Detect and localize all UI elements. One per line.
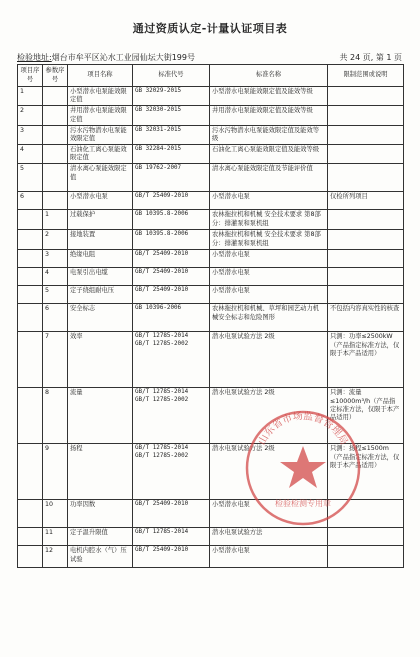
cell-param-no: 11 <box>43 528 68 546</box>
cell-item-no: 3 <box>18 125 43 144</box>
cell-standard-name: 潜水电泵试验方法 2级 <box>210 444 328 500</box>
cell-item-no: 2 <box>18 106 43 125</box>
cell-item-name: 电泵引出电缆 <box>68 268 133 286</box>
table-row <box>18 164 404 192</box>
cell-limits <box>328 145 404 164</box>
header-item-no: 项目序号 <box>18 65 43 87</box>
cell-standard-code: GB/T 12785-2014 <box>133 528 210 546</box>
cell-item-name: 流量 <box>68 388 133 444</box>
cell-item-no: 5 <box>18 164 43 192</box>
cell-standard-code: GB/T 25409-2010 <box>133 250 210 268</box>
cell-standard-code: GB 32030-2015 <box>133 106 210 125</box>
cell-limits: 只测：扬程≤1500m（产品指定标准方法，仅限于本产品适用） <box>328 444 404 500</box>
cell-limits <box>328 546 404 568</box>
cell-standard-code: GB 32029-2015 <box>133 87 210 106</box>
cell-param-no <box>43 145 68 164</box>
cell-standard-name: 小型潜水电泵 <box>210 192 328 210</box>
table-row <box>18 546 404 568</box>
cell-standard-code: GB/T 25409-2010 <box>133 546 210 568</box>
cell-limits: 不包括内容真实性的核查 <box>328 304 404 332</box>
cell-limits: 仅检所列项目 <box>328 192 404 210</box>
cell-limits <box>328 87 404 106</box>
cell-param-no: 7 <box>43 332 68 388</box>
address-line <box>17 52 195 63</box>
cell-item-no <box>18 388 43 444</box>
cell-param-no: 1 <box>43 210 68 230</box>
cell-param-no <box>43 87 68 106</box>
cell-item-name: 污水污物潜水电泵能效限定值 <box>68 125 133 144</box>
cell-limits <box>328 268 404 286</box>
cell-limits: 只测：功率≤2500kW（产品指定标准方法，仅限于本产品适用） <box>328 332 404 388</box>
cell-item-name: 小型潜水电泵能效限定值 <box>68 87 133 106</box>
address-value: 烟台市牟平区沁水工业园仙坛大街199号 <box>51 53 195 62</box>
cell-standard-code: GB/T 25409-2010 <box>133 268 210 286</box>
table-row <box>18 268 404 286</box>
cell-item-no <box>18 332 43 388</box>
cell-standard-name: 石油化工离心泵能效限定值及能效等级 <box>210 145 328 164</box>
cell-standard-name: 潜水电泵试验方法 <box>210 528 328 546</box>
cell-param-no: 9 <box>43 444 68 500</box>
cell-standard-name: 清水离心泵能效限定值及节能评价值 <box>210 164 328 192</box>
cell-param-no: 5 <box>43 286 68 304</box>
cell-param-no: 3 <box>43 250 68 268</box>
cell-item-no: 6 <box>18 192 43 210</box>
cell-param-no: 2 <box>43 230 68 250</box>
cell-standard-name: 小型潜水电泵能效限定值及能效等级 <box>210 87 328 106</box>
header-param-no: 参数序号 <box>43 65 68 87</box>
cell-limits <box>328 286 404 304</box>
cell-item-name: 石油化工离心泵能效限定值 <box>68 145 133 164</box>
cell-item-no <box>18 304 43 332</box>
cell-item-no <box>18 286 43 304</box>
cell-standard-name: 小型潜水电泵 <box>210 500 328 528</box>
cell-standard-name: 污水污物潜水电泵能效限定值及能效等级 <box>210 125 328 144</box>
cell-standard-name: 小型潜水电泵 <box>210 546 328 568</box>
cell-standard-code: GB/T 12785-2014 GB/T 12785-2002 <box>133 444 210 500</box>
cell-param-no: 10 <box>43 500 68 528</box>
cell-item-name: 电机内腔水（气）压试验 <box>68 546 133 568</box>
cell-item-no <box>18 444 43 500</box>
cell-item-no <box>18 500 43 528</box>
cell-limits <box>328 230 404 250</box>
cell-standard-name: 潜水电泵试验方法 2级 <box>210 332 328 388</box>
cell-standard-name: 井用潜水电泵能效限定值及能效等级 <box>210 106 328 125</box>
table-row <box>18 125 404 144</box>
cell-standard-name: 农林拖拉机和机械、草坪和园艺动力机械安全标志和危险图形 <box>210 304 328 332</box>
cell-standard-code: GB 32031-2015 <box>133 125 210 144</box>
cell-item-no <box>18 546 43 568</box>
header-standard-name: 标准名称 <box>210 65 328 87</box>
cell-limits <box>328 106 404 125</box>
cell-item-name: 清水离心泵能效限定值 <box>68 164 133 192</box>
cell-standard-name: 潜水电泵试验方法 2级 <box>210 388 328 444</box>
header-limits: 限制范围或说明 <box>328 65 404 87</box>
cell-param-no: 4 <box>43 268 68 286</box>
table-row <box>18 145 404 164</box>
table-row <box>18 106 404 125</box>
cell-item-name: 过载保护 <box>68 210 133 230</box>
cell-item-name: 绝缘电阻 <box>68 250 133 268</box>
cell-standard-code: GB/T 25409-2010 <box>133 286 210 304</box>
cell-standard-code: GB/T 12785-2014 GB/T 12785-2002 <box>133 388 210 444</box>
cell-item-name: 接地装置 <box>68 230 133 250</box>
cell-item-no: 1 <box>18 87 43 106</box>
cell-standard-name: 小型潜水电泵 <box>210 268 328 286</box>
table-row <box>18 332 404 388</box>
cell-item-name: 井用潜水电泵能效限定值 <box>68 106 133 125</box>
cell-standard-code: GB 32284-2015 <box>133 145 210 164</box>
cell-item-name: 扬程 <box>68 444 133 500</box>
table-row <box>18 304 404 332</box>
cell-param-no <box>43 192 68 210</box>
table-row <box>18 500 404 528</box>
cell-limits: 只测：流量≤10000m³/h（产品指定标准方法，仅限于本产品适用） <box>328 388 404 444</box>
cell-item-no <box>18 528 43 546</box>
cell-item-no <box>18 210 43 230</box>
cell-limits <box>328 500 404 528</box>
cell-item-no <box>18 250 43 268</box>
table-row <box>18 230 404 250</box>
cell-param-no <box>43 106 68 125</box>
cell-param-no <box>43 164 68 192</box>
cell-item-name: 小型潜水电泵 <box>68 192 133 210</box>
cell-standard-code: GB 10395.8-2006 <box>133 230 210 250</box>
cell-item-name: 定子温升限值 <box>68 528 133 546</box>
cell-standard-code: GB/T 25409-2010 <box>133 192 210 210</box>
table-row <box>18 192 404 210</box>
cell-item-no: 4 <box>18 145 43 164</box>
cell-standard-code: GB 19762-2007 <box>133 164 210 192</box>
cell-standard-name: 小型潜水电泵 <box>210 286 328 304</box>
cell-item-no <box>18 268 43 286</box>
cell-param-no: 12 <box>43 546 68 568</box>
cell-standard-code: GB/T 12785-2014 GB/T 12785-2002 <box>133 332 210 388</box>
address-label: 检验地址: <box>17 53 52 62</box>
cell-item-name: 效率 <box>68 332 133 388</box>
table-row <box>18 87 404 106</box>
cell-standard-name: 农林拖拉机和机械 安全技术要求 第8部分：排灌泵和泵机组 <box>210 230 328 250</box>
table-row <box>18 250 404 268</box>
items-table <box>17 64 404 568</box>
table-row <box>18 210 404 230</box>
cell-standard-code: GB 10396-2006 <box>133 304 210 332</box>
table-header-row <box>18 65 404 87</box>
table-row <box>18 286 404 304</box>
table-row <box>18 444 404 500</box>
seal-inner-text: 检验检测专用章 <box>275 499 331 508</box>
cell-item-name: 安全标志 <box>68 304 133 332</box>
header-standard-code: 标准代号 <box>133 65 210 87</box>
table-row <box>18 528 404 546</box>
cell-param-no: 6 <box>43 304 68 332</box>
cell-param-no: 8 <box>43 388 68 444</box>
cell-item-name: 功率因数 <box>68 500 133 528</box>
page-info: 共 24 页, 第 1 页 <box>339 53 402 62</box>
cell-limits <box>328 125 404 144</box>
cell-item-no <box>18 230 43 250</box>
cell-standard-code: GB/T 25409-2010 <box>133 500 210 528</box>
cell-limits <box>328 250 404 268</box>
cell-standard-name: 农林拖拉机和机械 安全技术要求 第8部分：排灌泵和泵机组 <box>210 210 328 230</box>
cell-limits <box>328 528 404 546</box>
document-title: 通过资质认定-计量认证项目表 <box>132 22 288 35</box>
header-item-name: 项目名称 <box>68 65 133 87</box>
cell-limits <box>328 210 404 230</box>
cell-standard-name: 小型潜水电泵 <box>210 250 328 268</box>
cell-item-name: 定子绕组耐电压 <box>68 286 133 304</box>
seal-outer-text: 山东省市场监督管理局 <box>256 410 350 448</box>
cell-limits <box>328 164 404 192</box>
table-row <box>18 388 404 444</box>
cell-param-no <box>43 125 68 144</box>
cell-standard-code: GB 10395.8-2006 <box>133 210 210 230</box>
